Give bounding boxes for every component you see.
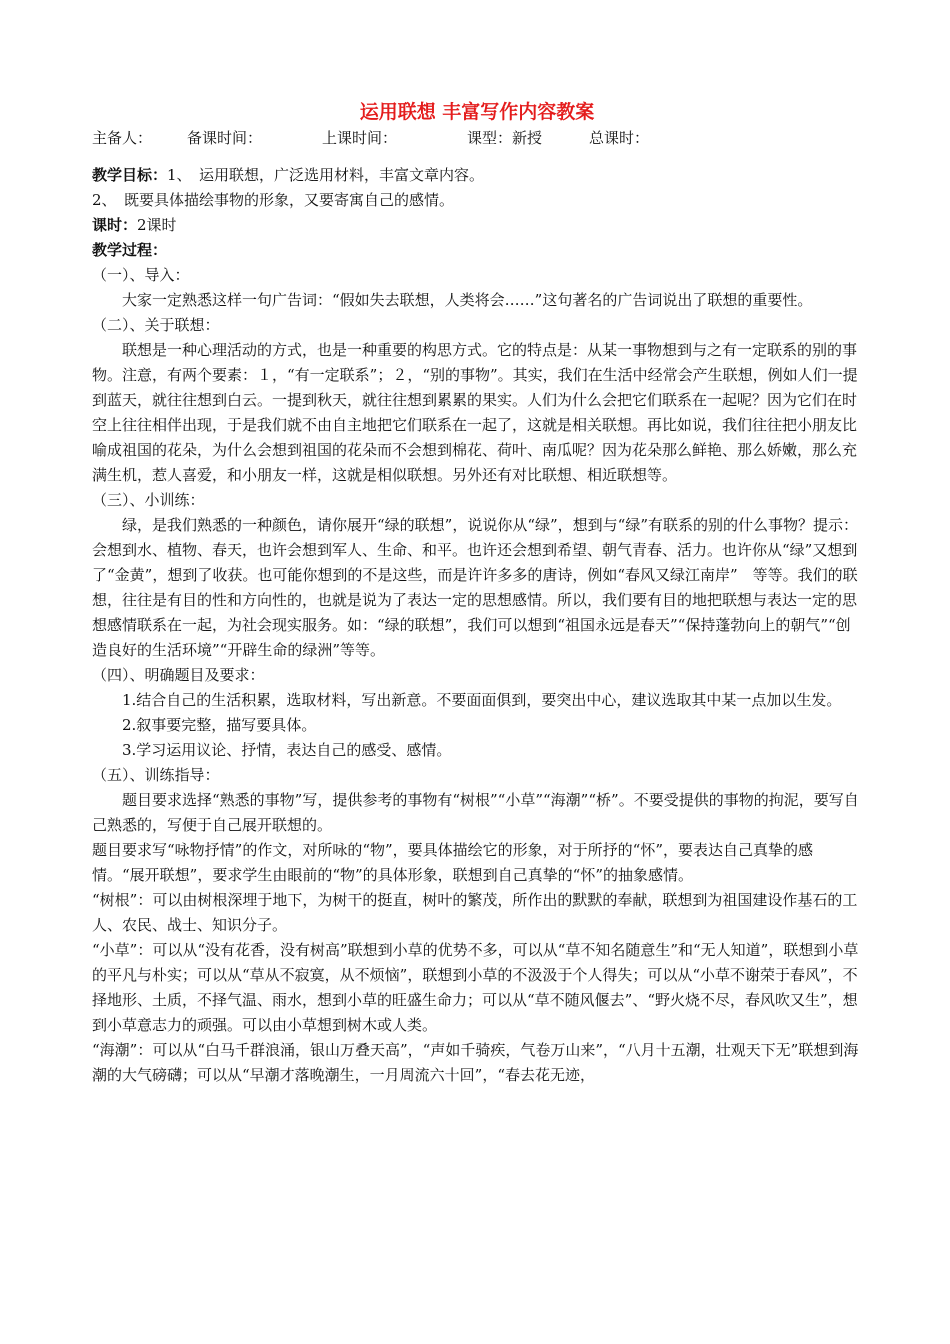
guidance-paragraph-2: 题目要求写“咏物抒情”的作文，对所咏的“物”，要具体描绘它的形象，对于所抒的“怀”，要表达自己真挚的感情。“展开联想”，要求学生由眼前的“物”的具体形象，联想到自己真挚的“怀”的抽象感情。	[92, 841, 814, 884]
requirement-2: 2.叙事要完整，描写要具体。	[122, 716, 317, 734]
requirement-1: 1.结合自己的生活积累，选取材料，写出新意。不要面面俱到，要突出中心，建议选取其中某一点加以生发。	[122, 691, 842, 709]
prep-time-label: 备课时间：	[187, 129, 263, 147]
lesson-type-label: 课型：新授	[467, 129, 543, 147]
section-2-paragraph: 联想是一种心理活动的方式，也是一种重要的构思方式。它的特点是：从某一事物想到与之有一定联系的别的事物。注意，有两个要素：１，“有一定联系”；２，“别的事物”。其实，我们在生活中经常会产生联想，例如人们一提到蓝天，就往往想到白云。一提到秋天，就往往想到累累的果实。人们为什么会把它们联系在一起呢？因为它们在时空上往往相伴出现，于是我们就不由自主地把它们联系在一起了，这就是相关联想。再比如说，我们往往把小朋友比喻成祖国的花朵，为什么会想到祖国的花朵而不会想到棉花、荷叶、南瓜呢？因为花朵那么鲜艳、那么娇嫩，那么充满生机，惹人喜爱，和小朋友一样，这就是相似联想。另外还有对比联想、相近联想等。	[92, 341, 858, 484]
section-2-heading: （二）、关于联想：	[92, 316, 220, 334]
objectives-label: 教学目标：	[92, 166, 168, 184]
requirement-3: 3.学习运用议论、抒情，表达自己的感受、感情。	[122, 741, 452, 759]
guidance-paragraph-1: 题目要求选择“熟悉的事物”写，提供参考的事物有“树根”“小草”“海潮”“桥”。不要受提供的事物的拘泥，要写自己熟悉的，写便于自己展开联想的。	[92, 791, 859, 834]
lesson-meta	[92, 126, 862, 151]
preparer-label: 主备人：	[92, 129, 153, 147]
objective-1: 1、 运用联想，广泛选用材料，丰富文章内容。	[167, 166, 485, 184]
hours-label: 课时：	[92, 216, 138, 234]
section-5-heading: （五）、训练指导：	[92, 766, 220, 784]
section-1-paragraph: 大家一定熟悉这样一句广告词：“假如失去联想，人类将会……”这句著名的广告词说出了联想的重要性。	[122, 291, 813, 309]
section-3-heading: （三）、小训练：	[92, 491, 205, 509]
hours-line	[92, 213, 862, 238]
objective-2: 2、 既要具体描绘事物的形象，又要寄寓自己的感情。	[92, 191, 455, 209]
section-3-paragraph: 绿，是我们熟悉的一种颜色，请你展开“绿的联想”，说说你从“绿”，想到与“绿”有联系的别的什么事物？提示：会想到水、植物、春天，也许会想到军人、生命、和平。也许还会想到希望、朝气青春、活力。也许你从“绿”又想到了“金黄”，想到了收获。也可能你想到的不是这些，而是许许多多的唐诗，例如“春风又绿江南岸” 等等。我们的联想，往往是有目的性和方向性的，也就是说为了表达一定的思想感情。所以，我们要有目的地把联想与表达一定的思想感情联系在一起，为社会现实服务。如：“绿的联想”，我们可以想到“祖国永远是春天”“保持蓬勃向上的朝气”“创造良好的生活环境”“开辟生命的绿洲”等等。	[92, 516, 859, 659]
guidance-tide: “海潮”：可以从“白马千群浪涌，银山万叠天高”，“声如千骑疾，气卷万山来”，“八月十五潮，壮观天下无”联想到海潮的大气磅礴；可以从“早潮才落晚潮生，一月周流六十回”，“春去花无迹，	[92, 1041, 859, 1084]
document-title: 运用联想 丰富写作内容教案	[359, 101, 595, 123]
guidance-grass: “小草”：可以从“没有花香，没有树高”联想到小草的优势不多，可以从“草不知名随意生”和“无人知道”，联想到小草的平凡与朴实；可以从“草从不寂寞，从不烦恼”，联想到小草的不汲汲于个人得失；可以从“小草不谢荣于春风”，不择地形、土质，不择气温、雨水，想到小草的旺盛生命力；可以从“草不随风偃去”、“野火烧不尽，春风吹又生”，想到小草意志力的顽强。可以由小草想到树木或人类。	[92, 941, 859, 1034]
hours-value: 2课时	[137, 216, 177, 234]
section-1-heading: （一）、导入：	[92, 266, 190, 284]
objectives-line-1	[92, 163, 862, 188]
class-time-label: 上课时间：	[322, 129, 398, 147]
process-label: 教学过程：	[92, 241, 168, 259]
document-page	[92, 100, 862, 1088]
total-hours-label: 总课时：	[589, 129, 650, 147]
guidance-tree-root: “树根”：可以由树根深埋于地下，为树干的挺直，树叶的繁茂，所作出的默默的奉献，联想到为祖国建设作基石的工人、农民、战士、知识分子。	[92, 891, 858, 934]
section-4-heading: （四）、明确题目及要求：	[92, 666, 265, 684]
